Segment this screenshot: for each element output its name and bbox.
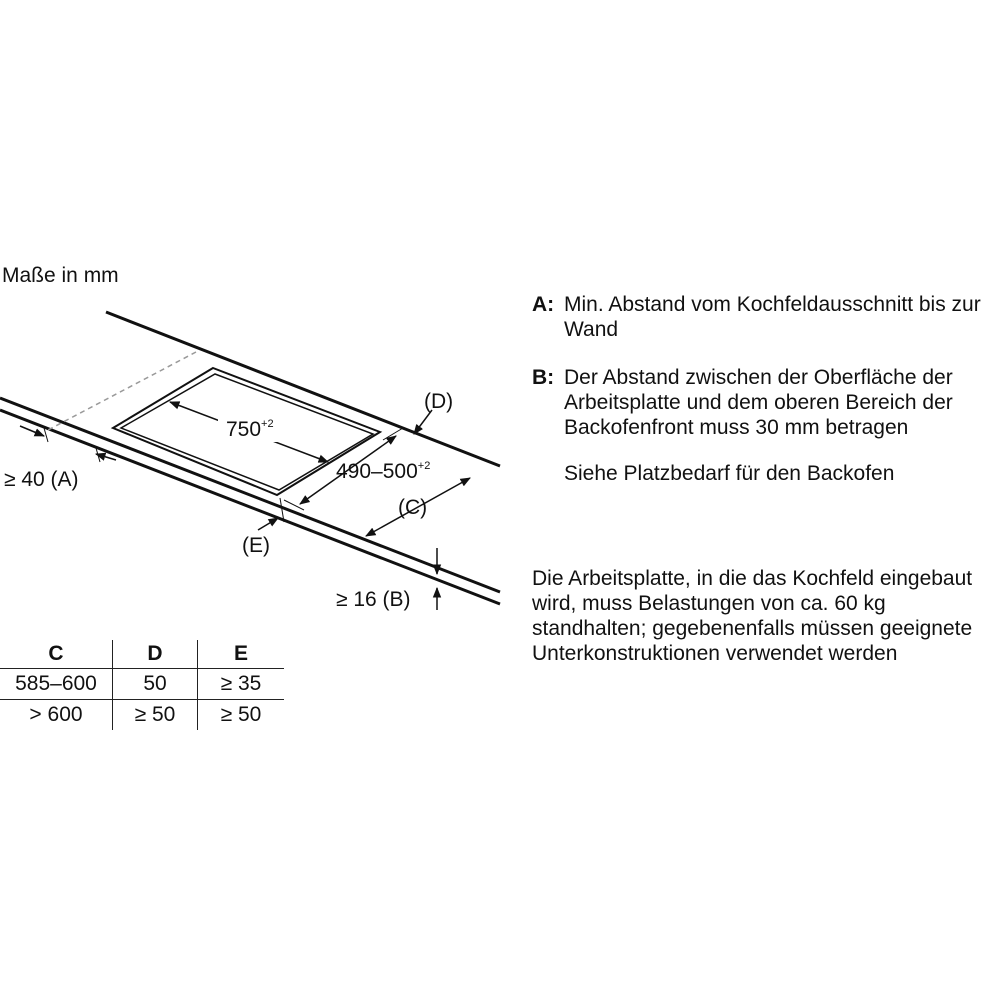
table-cell: 50 <box>113 669 198 700</box>
table-cell: 585–600 <box>0 669 113 700</box>
unit-title: Maße in mm <box>2 264 119 287</box>
dim-a-ext-1 <box>44 428 48 442</box>
label-d: (D) <box>424 390 454 413</box>
label-b: ≥ 16 (B) <box>336 588 411 611</box>
legend-note-b: Siehe Platzbedarf für den Backofen <box>564 462 895 485</box>
table-header-c: C <box>0 640 113 669</box>
table-row <box>0 700 284 731</box>
dim-a-arrow-1 <box>20 426 44 436</box>
table-cell: > 600 <box>29 703 83 726</box>
legend-text-a: Min. Abstand vom Kochfeldausschnitt bis zur Wand <box>564 293 981 341</box>
dim-d-line <box>414 410 432 434</box>
dim-depth-label: $490-500^{+2}$ <box>336 460 431 483</box>
label-a: ≥ 40 (A) <box>4 468 79 491</box>
legend-item-b <box>532 365 1000 440</box>
table-cell: ≥ 35 <box>198 669 285 700</box>
table-header-e: E <box>198 640 285 669</box>
legend-text-b: Der Abstand zwischen der Oberfläche der Arbeitsplatte und dem oberen Bereich der Backofenfront muss 30 mm betragen <box>564 366 953 439</box>
label-c: (C) <box>398 496 428 519</box>
table-cell: ≥ 50 <box>198 700 285 731</box>
dimensions-table <box>0 640 284 730</box>
dim-750-label: $750^{+2}$ <box>226 418 274 441</box>
legend-key-b: B: <box>532 366 555 389</box>
table-cell: ≥ 50 <box>113 700 198 731</box>
table-header-row <box>0 640 284 669</box>
table-header-d: D <box>113 640 198 669</box>
label-e: (E) <box>242 534 270 557</box>
legend-item-a <box>532 292 1000 342</box>
worktop-load-note: Die Arbeitsplatte, in die das Kochfeld eingebaut wird, muss Belastungen von ca. 60 kg standhalten; gegebenenfalls müssen geeignete Unterkonstruktionen verwendet werden <box>532 567 973 665</box>
table-row <box>0 669 284 700</box>
dim-e-arrow <box>258 518 278 530</box>
legend-key-a: A: <box>532 293 555 316</box>
worktop-back-edge <box>106 312 500 466</box>
legend <box>532 292 1000 486</box>
